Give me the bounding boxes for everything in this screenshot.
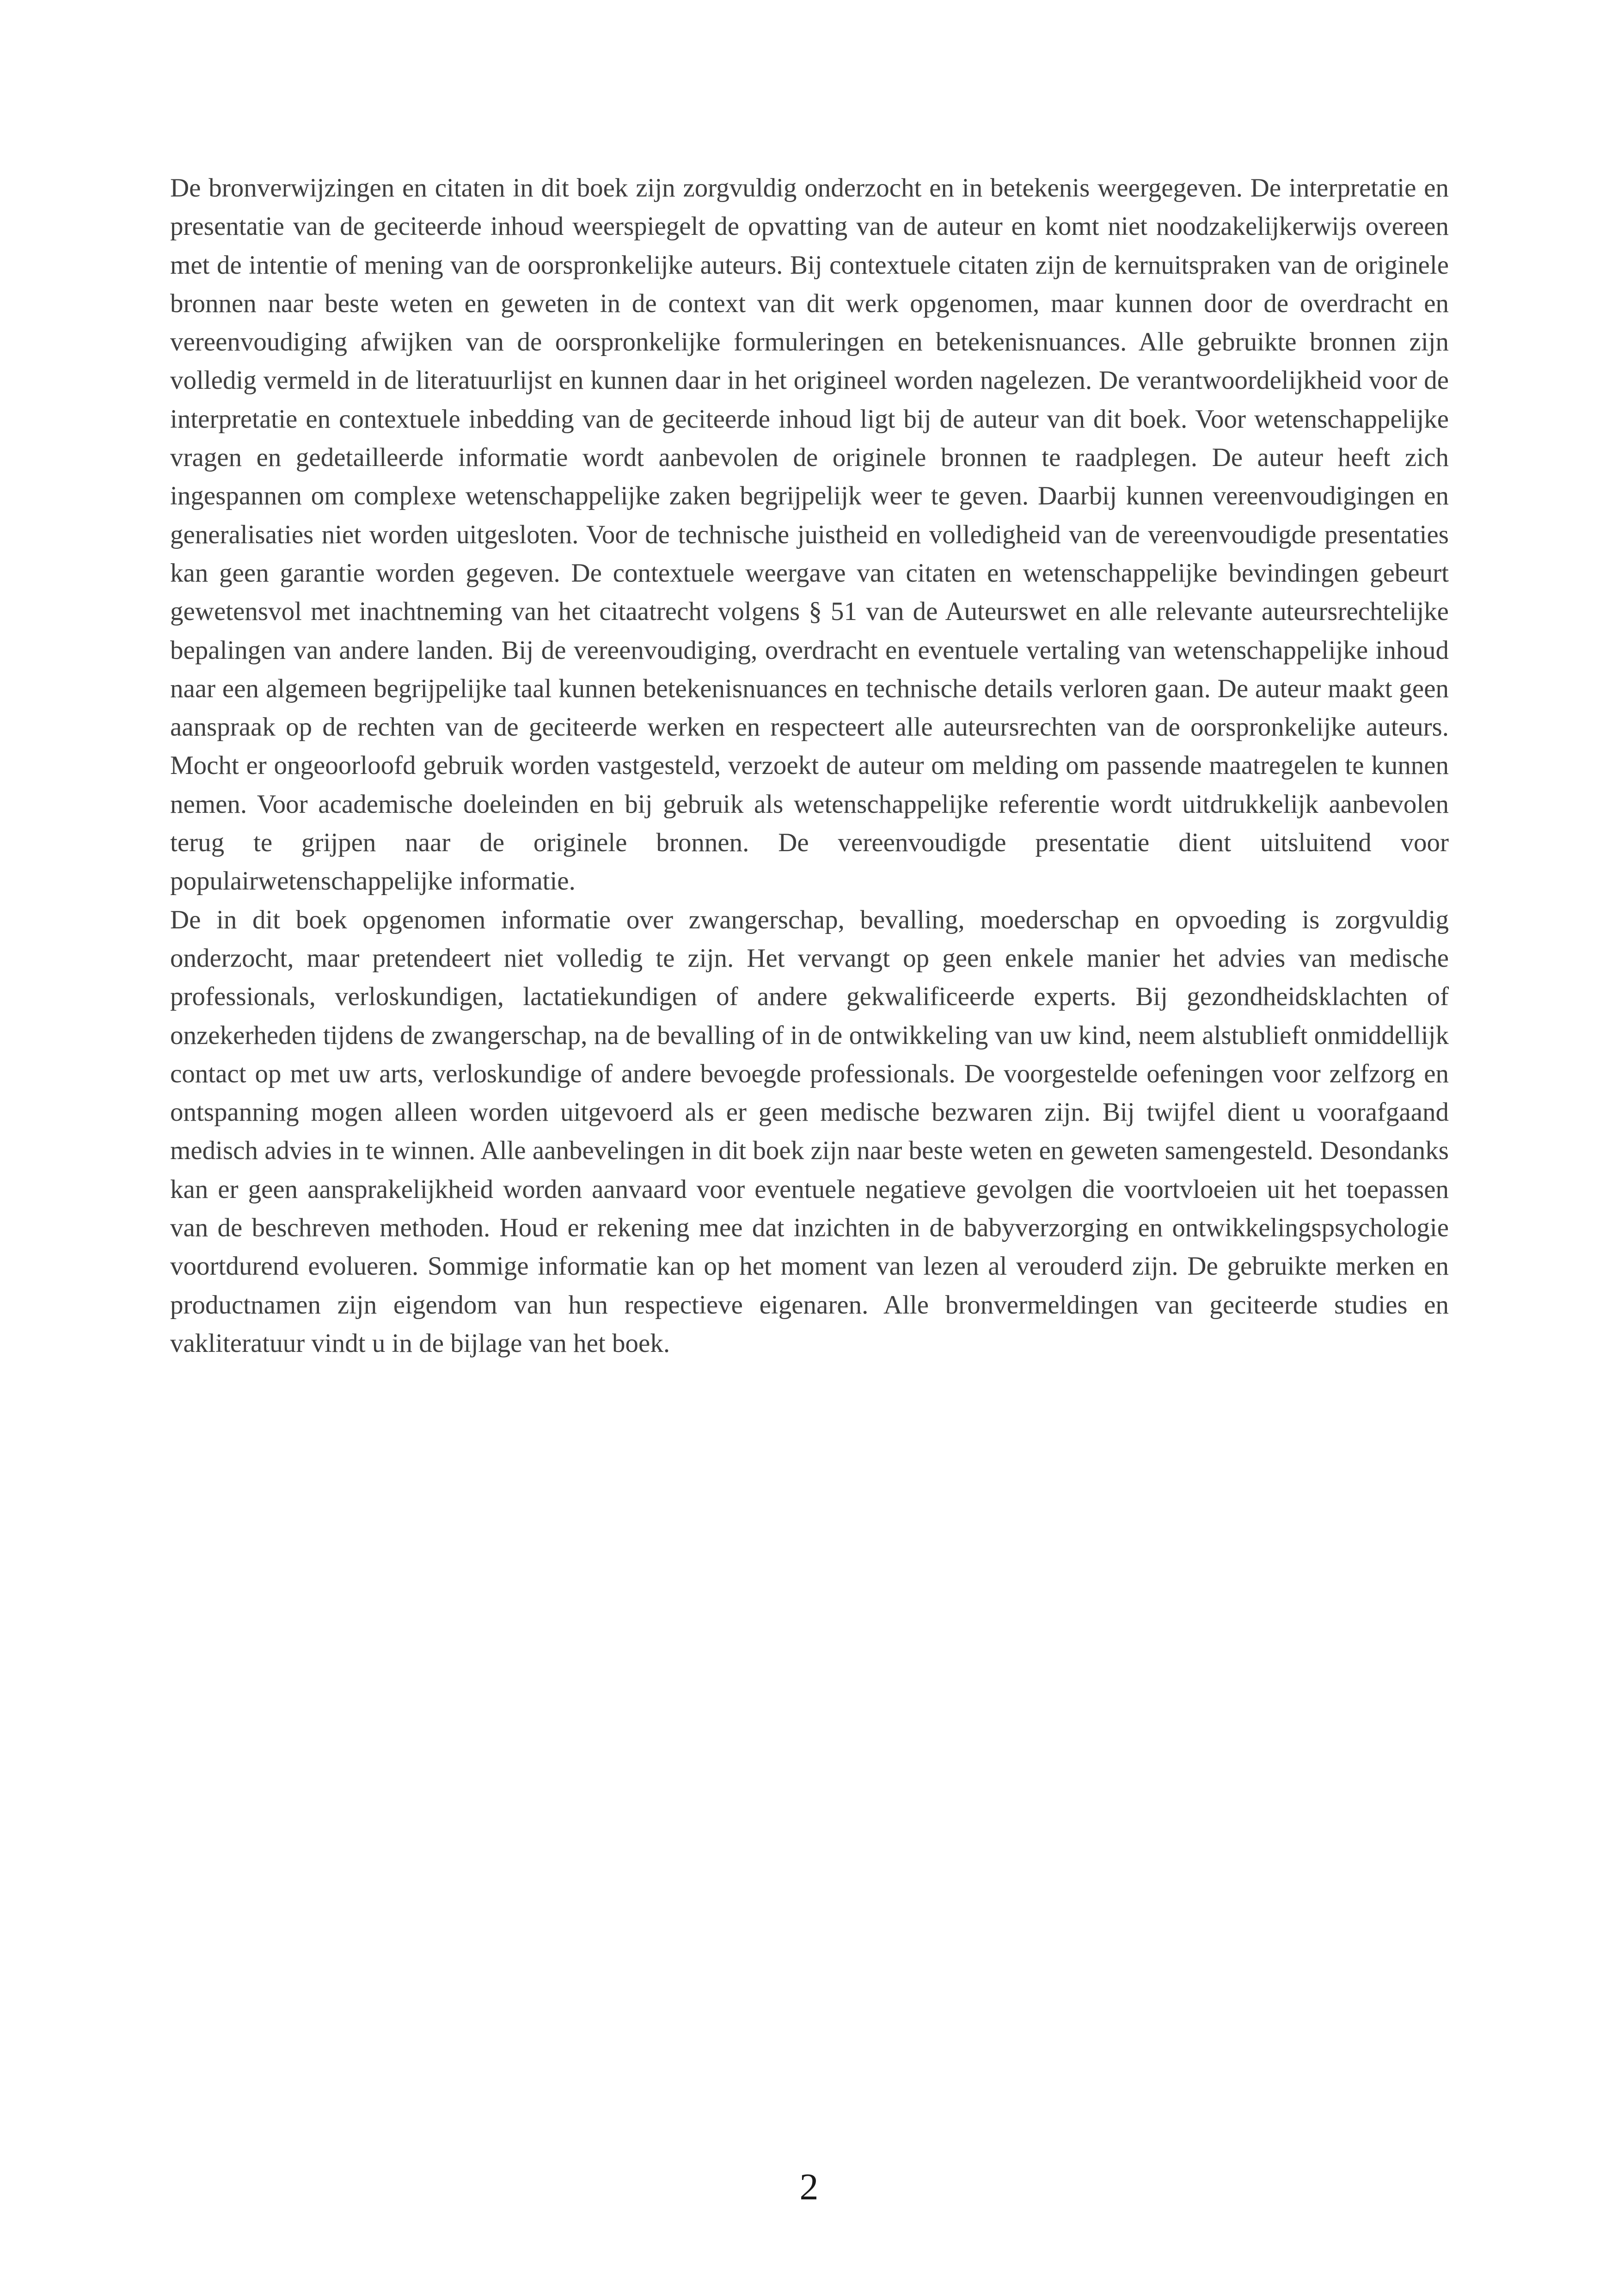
paragraph-medical-disclaimer: De in dit boek opgenomen informatie over zwangerschap, bevalling, moederschap en opvoeding is zorgvuldig onderzocht, maar pretendeert niet volledig te zijn. Het vervangt op geen enkele manier het advies van medische professionals, verloskundigen, lactatiekundigen of andere gekwalificeerde experts. Bij gezondheidsklachten of onzekerheden tijdens de zwangerschap, na de bevalling of in de ontwikkeling van uw kind, neem alstublieft onmiddellijk contact op met uw arts, verloskundige of andere bevoegde professionals. De voorgestelde oefeningen voor zelfzorg en ontspanning mogen alleen worden uitgevoerd als er geen medische bezwaren zijn. Bij twijfel dient u voorafgaand medisch advies in te winnen. Alle aanbevelingen in dit boek zijn naar beste weten en geweten samengesteld. Desondanks kan er geen aansprakelijkheid worden aanvaard voor eventuele negatieve gevolgen die voortvloeien uit het toepassen van de beschreven methoden. Houd er rekening mee dat inzichten in de babyverzorging en ontwikkelingspsychologie voortdurend evolueren. Sommige informatie kan op het moment van lezen al verouderd zijn. De gebruikte merken en productnamen zijn eigendom van hun respectieve eigenaren. Alle bronvermeldingen van geciteerde studies en vakliteratuur vindt u in de bijlage van het boek. — [170, 905, 1449, 1358]
paragraph-sources-disclaimer: De bronverwijzingen en citaten in dit boek zijn zorgvuldig onderzocht en in betekenis weergegeven. De interpretatie en presentatie van de geciteerde inhoud weerspiegelt de opvatting van de auteur en komt niet noodzakelijkerwijs overeen met de intentie of mening van de oorspronkelijke auteurs. Bij contextuele citaten zijn de kernuitspraken van de originele bronnen naar beste weten en geweten in de context van dit werk opgenomen, maar kunnen door de overdracht en vereenvoudiging afwijken van de oorspronkelijke formuleringen en betekenisnuances. Alle gebruikte bronnen zijn volledig vermeld in de literatuurlijst en kunnen daar in het origineel worden nagelezen. De verantwoordelijkheid voor de interpretatie en contextuele inbedding van de geciteerde inhoud ligt bij de auteur van dit boek. Voor wetenschappelijke vragen en gedetailleerde informatie wordt aanbevolen de originele bronnen te raadplegen. De auteur heeft zich ingespannen om complexe wetenschappelijke zaken begrijpelijk weer te geven. Daarbij kunnen vereenvoudigingen en generalisaties niet worden uitgesloten. Voor de technische juistheid en volledigheid van de vereenvoudigde presentaties kan geen garantie worden gegeven. De contextuele weergave van citaten en wetenschappelijke bevindingen gebeurt gewetensvol met inachtneming van het citaatrecht volgens § 51 van de Auteurswet en alle relevante auteursrechtelijke bepalingen van andere landen. Bij de vereenvoudiging, overdracht en eventuele vertaling van wetenschappelijke inhoud naar een algemeen begrijpelijke taal kunnen betekenisnuances en technische details verloren gaan. De auteur maakt geen aanspraak op de rechten van de geciteerde werken en respecteert alle auteursrechten van de oorspronkelijke auteurs. Mocht er ongeoorloofd gebruik worden vastgesteld, verzoekt de auteur om melding om passende maatregelen te kunnen nemen. Voor academische doeleinden en bij gebruik als wetenschappelijke referentie wordt uitdrukkelijk aanbevolen terug te grijpen naar de originele bronnen. De vereenvoudigde presentatie dient uitsluitend voor populairwetenschappelijke informatie. — [170, 173, 1449, 896]
page-number: 2 — [799, 2166, 819, 2208]
body-text — [170, 169, 1449, 1363]
